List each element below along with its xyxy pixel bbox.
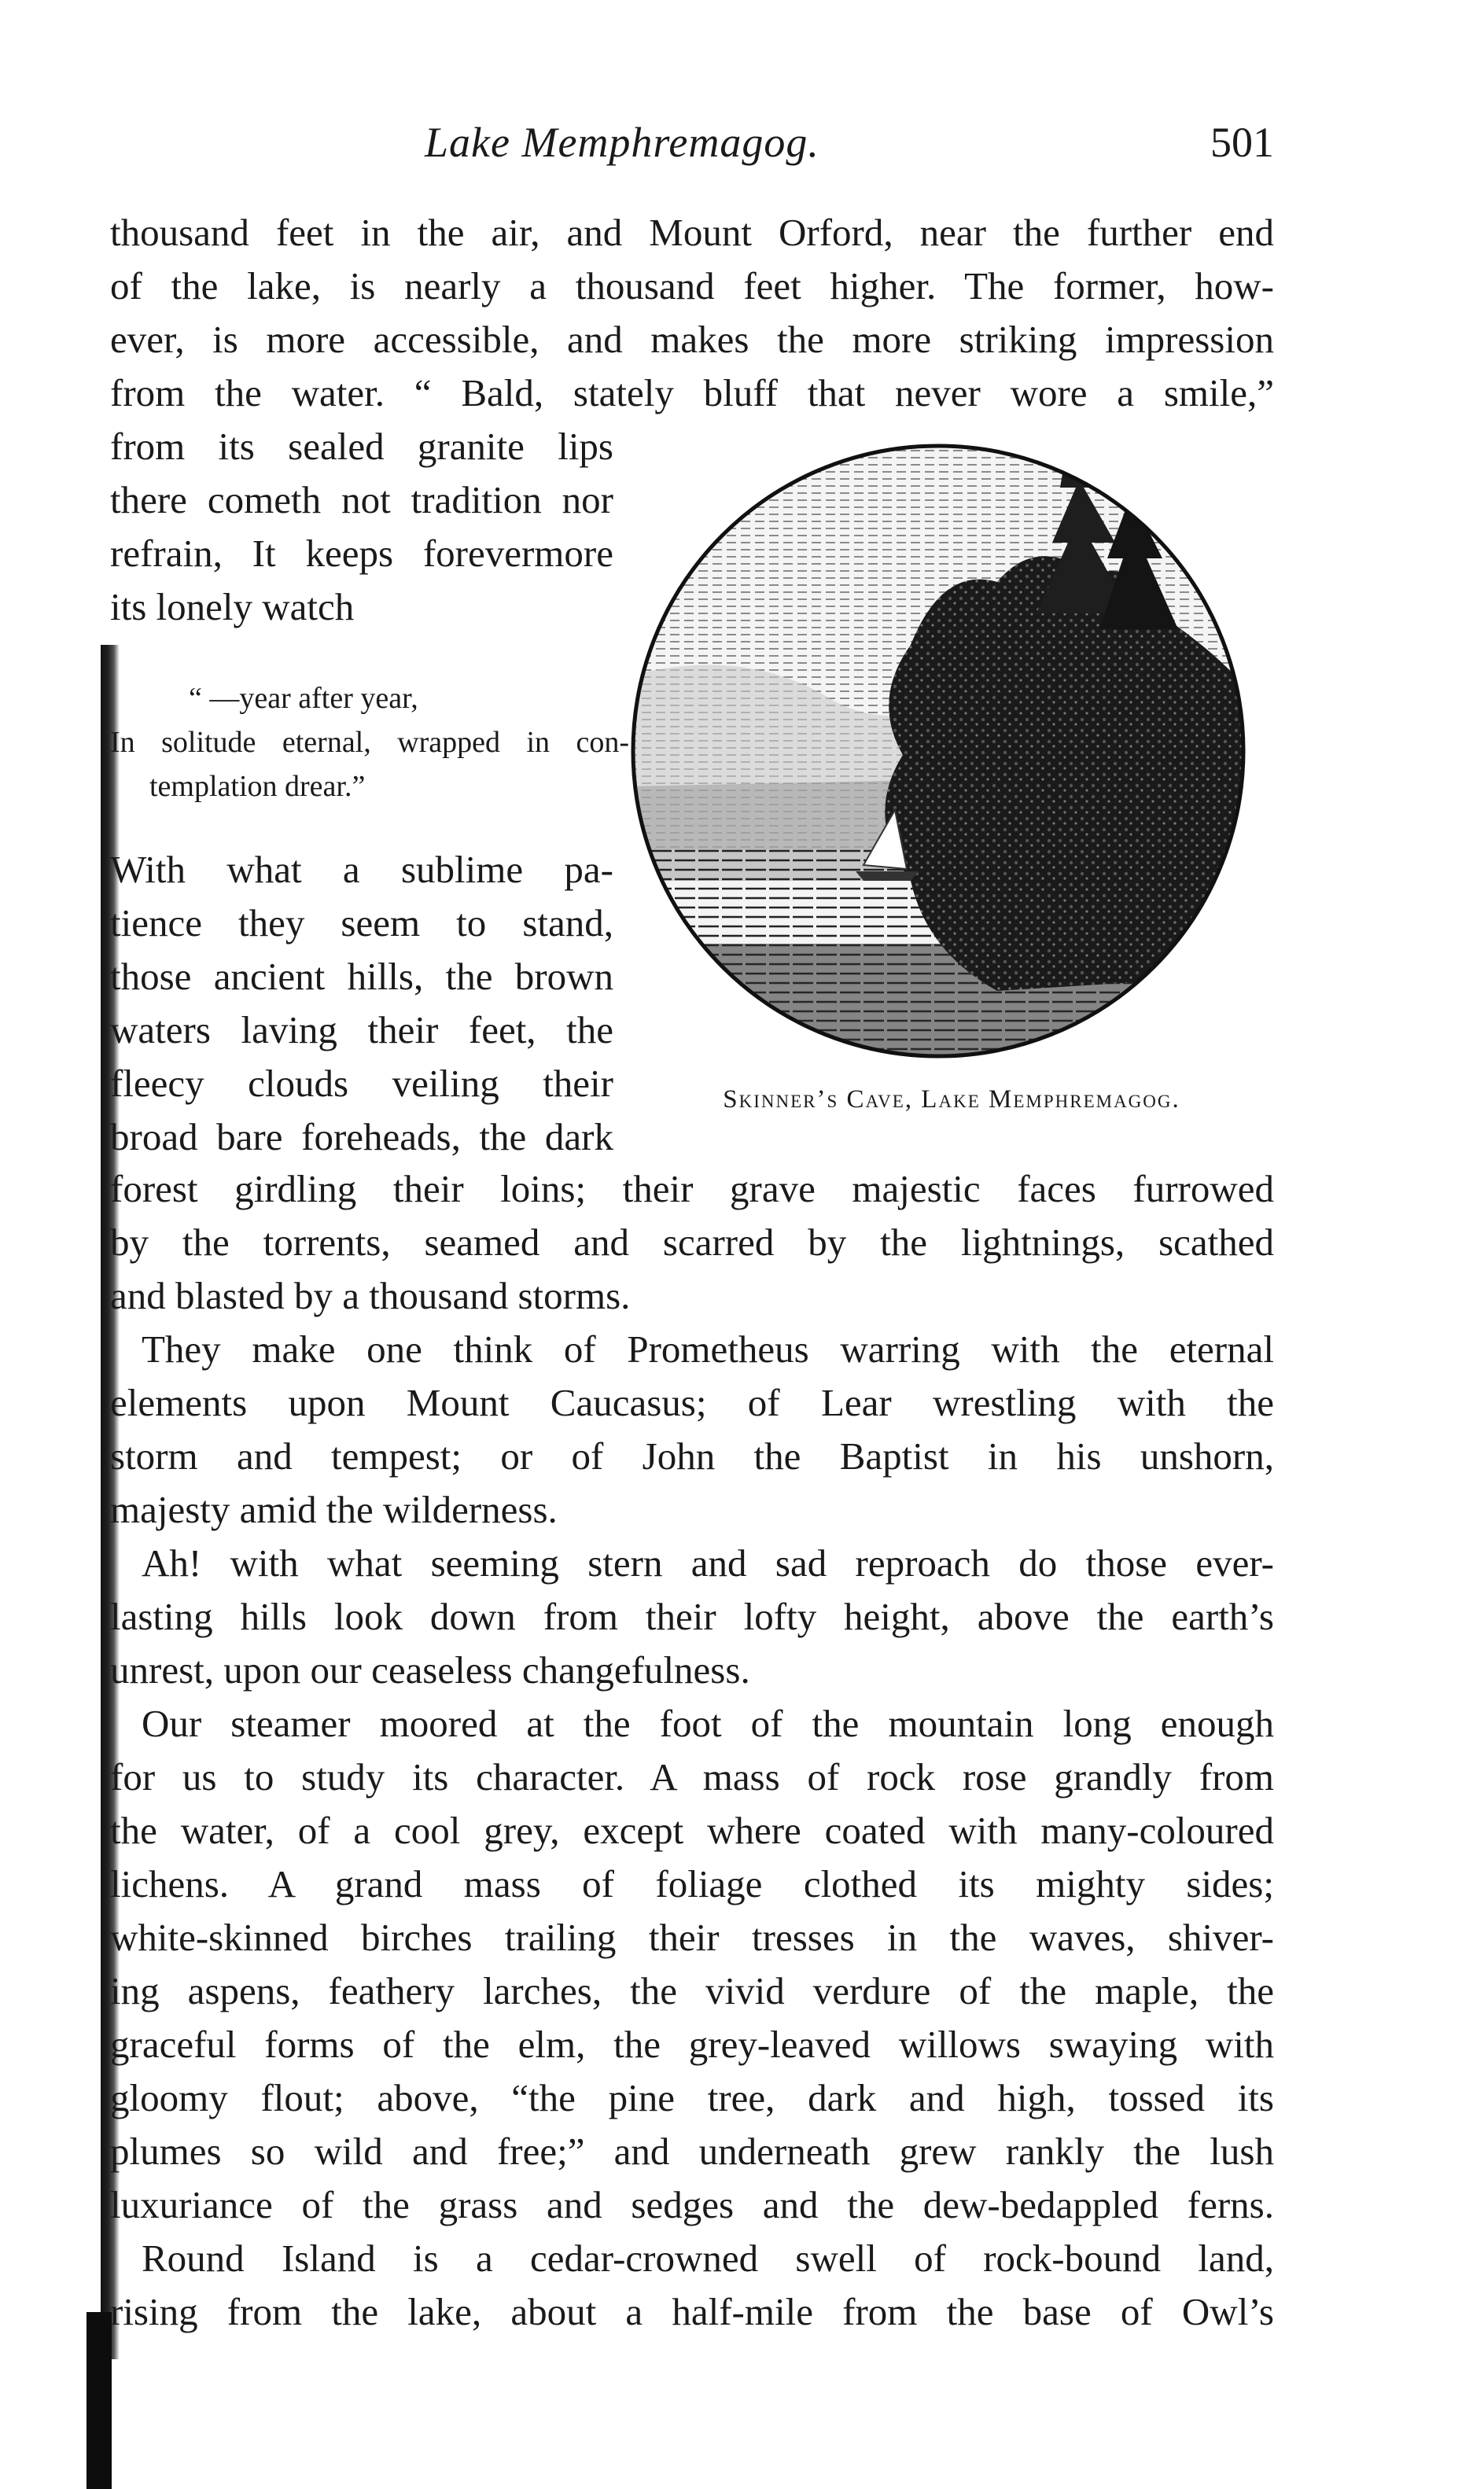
text-line: They make one think of Prometheus warring with the eternal xyxy=(142,1327,1274,1371)
text-line: unrest, upon our ceaseless changefulness. xyxy=(110,1648,750,1692)
text-line: there cometh not tradition nor xyxy=(110,478,613,521)
text-line: broad bare foreheads, the dark xyxy=(110,1115,613,1158)
text-line: of the lake, is nearly a thousand feet higher. The former, how- xyxy=(110,264,1274,307)
text-line: Our steamer moored at the foot of the mountain long enough xyxy=(142,1702,1274,1745)
text-line: from its sealed granite lips xyxy=(110,425,613,468)
text-line: elements upon Mount Caucasus; of Lear wrestling with the xyxy=(110,1381,1274,1424)
text-line: those ancient hills, the brown xyxy=(110,955,613,998)
text-line: and blasted by a thousand storms. xyxy=(110,1274,631,1317)
illustration-caption xyxy=(621,1085,1282,1114)
text-line: the water, of a cool grey, except where coated with many-coloured xyxy=(110,1809,1274,1852)
text-line: from the water. “ Bald, stately bluff that never wore a smile,” xyxy=(110,371,1274,414)
page-header xyxy=(425,118,1274,181)
poem-line: In solitude eternal, wrapped in con- xyxy=(110,726,629,759)
top-paragraph xyxy=(110,206,1274,420)
text-line: ing aspens, feathery larches, the vivid verdure of the maple, the xyxy=(110,1969,1274,2012)
text-line: fleecy clouds veiling their xyxy=(110,1062,613,1105)
text-line: Ah! with what seeming stern and sad reproach do those ever- xyxy=(142,1541,1274,1585)
engraving-landscape-icon xyxy=(628,440,1249,1062)
binding-shadow-lower xyxy=(87,2312,112,2489)
text-line: tience they seem to stand, xyxy=(110,901,613,944)
poem-quotation xyxy=(110,676,629,808)
text-line: its lonely watch xyxy=(110,585,355,628)
poem-line: templation drear.” xyxy=(149,770,366,803)
text-line: storm and tempest; or of John the Baptist in his unshorn, xyxy=(110,1434,1274,1478)
text-line: thousand feet in the air, and Mount Orford, near the further end xyxy=(110,211,1274,254)
narrow-paragraph-2 xyxy=(110,843,613,1164)
text-line: by the torrents, seamed and scarred by the lightnings, scathed xyxy=(110,1221,1274,1264)
text-line: majesty amid the wilderness. xyxy=(110,1488,558,1531)
text-line: waters laving their feet, the xyxy=(110,1008,613,1051)
text-line: lichens. A grand mass of foliage clothed its mighty sides; xyxy=(110,1862,1274,1905)
text-line: ever, is more accessible, and makes the more striking impression xyxy=(110,318,1274,361)
text-line: forest girdling their loins; their grave majestic faces furrowed xyxy=(110,1167,1274,1210)
main-paragraphs xyxy=(110,1162,1274,2339)
text-line: With what a sublime pa- xyxy=(110,848,613,891)
text-line: plumes so wild and free;” and underneath grew rankly the lush xyxy=(110,2130,1274,2173)
running-title: Lake Memphremagog. xyxy=(425,119,819,166)
narrow-paragraph-1 xyxy=(110,420,613,634)
caption-text: Skinner’s Cave, Lake Memphremagog. xyxy=(723,1085,1180,1114)
text-line: lasting hills look down from their lofty height, above the earth’s xyxy=(110,1595,1274,1638)
text-line: white-skinned birches trailing their tresses in the waves, shiver- xyxy=(110,1916,1274,1959)
text-line: refrain, It keeps forevermore xyxy=(110,532,613,575)
text-line: rising from the lake, about a half-mile from the base of Owl’s xyxy=(110,2290,1274,2333)
text-line: gloomy flout; above, “the pine tree, dark and high, tossed its xyxy=(110,2076,1274,2119)
text-line: for us to study its character. A mass of rock rose grandly from xyxy=(110,1755,1274,1799)
text-line: graceful forms of the elm, the grey-leaved willows swaying with xyxy=(110,2023,1274,2066)
text-line: Round Island is a cedar-crowned swell of rock-bound land, xyxy=(142,2237,1274,2280)
page-number: 501 xyxy=(1210,119,1274,166)
text-line: luxuriance of the grass and sedges and the dew-bedappled ferns. xyxy=(110,2183,1274,2226)
poem-line: “ —year after year, xyxy=(189,682,418,715)
